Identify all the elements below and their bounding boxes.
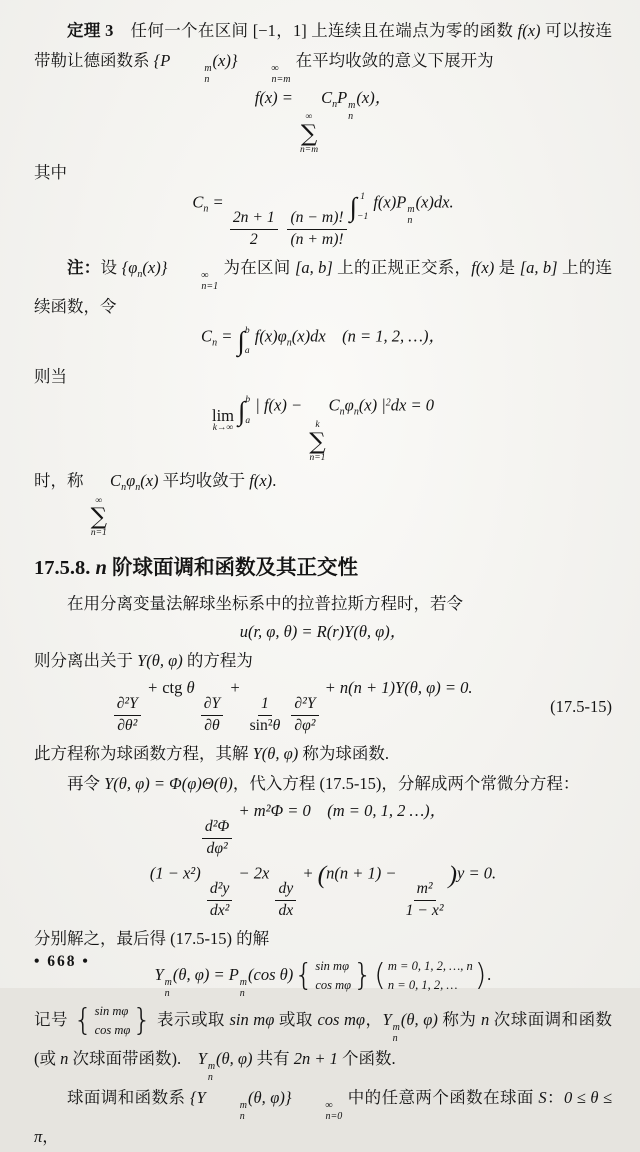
- math-run: [a, b]: [519, 257, 558, 277]
- braced-choice: [294, 957, 372, 996]
- denominator: [201, 716, 222, 736]
- sum-lower-limit: n=1: [309, 452, 326, 463]
- math-run: (x)}: [212, 50, 238, 70]
- text-run: 此方程称为球函数方程，其解: [34, 743, 253, 763]
- sphere-function-name-paragraph: [34, 739, 612, 769]
- denominator: [275, 901, 296, 921]
- text-run: 表示或取: [152, 1009, 230, 1029]
- orthogonality-paragraph: [34, 1083, 612, 1152]
- text-run: 的方程为: [182, 650, 253, 670]
- numerator: [201, 694, 223, 715]
- math-run: d²Φ: [204, 818, 230, 836]
- choice-row: n = 0, 1, 2, …: [387, 978, 458, 993]
- math-run: + n(n + 1)Y(θ, φ) = 0.: [320, 678, 473, 698]
- subscript: n: [239, 1110, 245, 1122]
- choice-rows: [386, 957, 475, 996]
- subscript: n: [207, 1071, 213, 1083]
- limit-word: lim: [211, 405, 234, 425]
- math-run: +: [142, 678, 163, 698]
- open-fence: {: [294, 958, 314, 994]
- close-fence: ): [474, 958, 487, 994]
- superscript: 2: [385, 397, 391, 409]
- text-run: 个函数.: [337, 1048, 396, 1068]
- sub-sup-stack: [207, 1100, 247, 1122]
- section-heading-17-5-8: [34, 555, 612, 582]
- text-run: 时，称: [34, 471, 88, 491]
- numerator: [414, 879, 436, 900]
- text-run: 可以按连带勒让德函数系: [34, 21, 613, 70]
- math-run: u(r, φ, θ) = R(r)Y(θ, φ)，: [239, 622, 407, 642]
- sub-sup-stack: [171, 63, 211, 85]
- sub-sup-stack: [208, 1061, 215, 1083]
- superscript: m: [239, 976, 248, 988]
- then-label: [34, 362, 612, 392]
- denominator: [114, 716, 140, 736]
- math-run: n: [60, 1048, 69, 1068]
- sub-sup-stack: [407, 204, 414, 226]
- math-run: dx: [278, 901, 294, 919]
- numerator: [291, 694, 318, 715]
- text-run: 则分离出关于: [34, 650, 138, 670]
- math-run: n: [480, 1009, 490, 1029]
- text-run: 称为球函数.: [298, 743, 390, 763]
- math-run: C: [321, 87, 333, 107]
- bold-run: 阶球面调和函数及其正交性: [112, 556, 359, 579]
- math-run: 1 − x²: [405, 901, 444, 919]
- integral: [238, 394, 250, 428]
- math-run: cos mφ: [317, 1009, 366, 1029]
- sub-sup-stack: [238, 63, 290, 85]
- math-run: Y: [154, 964, 164, 984]
- equation-17-5-15-row: [34, 678, 612, 736]
- subscript: n=m: [271, 73, 291, 85]
- summation: [309, 421, 325, 463]
- formula-series-expansion: [34, 88, 612, 156]
- open-fence: {: [73, 1003, 93, 1039]
- integral-lower-limit: a: [245, 415, 251, 426]
- close-fence: }: [353, 958, 373, 994]
- math-run: =: [217, 326, 237, 346]
- laplace-intro-paragraph: [34, 589, 612, 619]
- formula-phi-ode: [34, 801, 612, 859]
- denominator: [247, 230, 261, 250]
- numerator: [275, 879, 296, 900]
- math-run: dφ²: [206, 839, 228, 857]
- sub-sup-stack: [165, 977, 172, 999]
- math-run: n(n + 1) −: [326, 863, 401, 883]
- math-run: f(x)P: [369, 192, 407, 212]
- text-run: ，: [365, 1009, 383, 1029]
- sub-sup-stack: [348, 100, 355, 122]
- choice-row: cos mφ: [94, 1023, 131, 1038]
- bold-run: 定理 3: [67, 21, 114, 40]
- math-run: (cos θ): [248, 964, 294, 984]
- math-run: f(x): [517, 21, 541, 40]
- denominator: [247, 716, 284, 736]
- denominator: [207, 901, 232, 921]
- text-run: 设: [100, 257, 122, 277]
- math-run: f(x) =: [254, 87, 298, 107]
- math-run: (n + m)!: [290, 230, 344, 248]
- math-run: (x)，: [356, 87, 392, 107]
- fraction: [403, 879, 447, 921]
- fraction: [202, 817, 232, 859]
- subscript: n: [339, 406, 345, 418]
- math-run: Y(θ, φ): [137, 650, 183, 670]
- summation-symbol: ∑: [309, 428, 326, 455]
- subscript: n: [348, 110, 354, 122]
- text-run: 则当: [34, 366, 67, 386]
- math-run: ∂θ: [204, 716, 220, 734]
- fraction: [275, 879, 296, 921]
- integral-limits: [245, 394, 250, 428]
- math-run: (x)dx.: [415, 192, 454, 212]
- page-number: • 668 •: [34, 953, 90, 971]
- integral-symbol: ∫: [349, 192, 358, 223]
- summation-symbol: ∑: [90, 504, 108, 531]
- bold-run: 注：: [67, 257, 101, 277]
- formula-coefficient-cn: [34, 191, 612, 250]
- math-run: {Y: [189, 1087, 206, 1107]
- notation-paragraph: [34, 1002, 612, 1083]
- summation-symbol: ∑: [300, 120, 318, 147]
- parenthesized-conditions: [374, 957, 486, 996]
- math-run: dy: [278, 880, 294, 898]
- math-run: .: [487, 964, 492, 984]
- subscript: n: [392, 1032, 398, 1044]
- math-run: (x)}: [142, 257, 168, 277]
- math-run: C: [328, 395, 340, 415]
- math-run: (n − m)!: [290, 209, 344, 227]
- text-run: 称为: [437, 1009, 481, 1029]
- where-label: [34, 158, 612, 188]
- integral: [237, 325, 249, 359]
- equation-number: (17.5-15): [550, 696, 612, 716]
- subscript: n: [164, 987, 170, 999]
- math-run: dx²: [209, 901, 230, 919]
- note-paragraph: [34, 253, 612, 322]
- math-run: f(x)φ: [250, 326, 287, 346]
- math-run: C: [201, 326, 213, 346]
- big-delimiter: (: [317, 859, 327, 889]
- sum-lower-limit: n=m: [300, 144, 319, 155]
- math-run: 0 ≤ θ ≤ π: [34, 1087, 613, 1146]
- text-run: ，: [42, 1126, 59, 1146]
- text-run: 分别解之，最后得 (17.5-15) 的解: [34, 928, 270, 948]
- math-run: + m²Φ = 0 (m = 0, 1, 2 …)，: [234, 801, 447, 821]
- formula-u-substitution: [34, 622, 612, 643]
- numerator: [207, 879, 232, 900]
- integral-upper-limit: 1: [360, 191, 365, 202]
- sum-upper-limit: ∞: [95, 495, 103, 506]
- fraction: [207, 879, 232, 921]
- superscript: m: [207, 1060, 216, 1072]
- denominator: [291, 716, 318, 736]
- solve-paragraph: [34, 924, 612, 954]
- choice-row: sin mφ: [315, 958, 349, 973]
- math-run: Y: [197, 1048, 207, 1068]
- superscript: m: [392, 1021, 400, 1033]
- math-run: (θ, φ)}: [247, 1087, 292, 1107]
- math-run: f(x): [471, 257, 495, 277]
- text-run: 任何一个在区间 [−1，1] 上连续且在端点为零的函数: [113, 21, 518, 40]
- subscript: n: [332, 98, 338, 110]
- open-fence: (: [374, 958, 386, 994]
- math-run: ∂φ²: [294, 716, 316, 734]
- text-run: .: [272, 471, 277, 491]
- text-run: 在平均收敛的意义下展开为: [291, 50, 494, 70]
- summation: [91, 497, 107, 539]
- math-run: θ: [186, 678, 199, 698]
- fraction: [287, 208, 346, 250]
- superscript: m: [348, 99, 356, 111]
- subscript: n: [203, 203, 209, 215]
- subscript: n: [239, 987, 245, 999]
- spherical-harmonic-equation: [34, 678, 550, 736]
- math-run: 2n + 1: [232, 209, 275, 227]
- math-run: d²y: [209, 880, 230, 898]
- math-run: {P: [153, 50, 171, 70]
- formula-spherical-harmonics: [34, 957, 612, 999]
- formula-associated-legendre-ode: [34, 859, 612, 921]
- math-run: +: [225, 678, 245, 698]
- integral-limits: [357, 191, 368, 225]
- limit-subscript: k→∞: [212, 422, 234, 433]
- math-run: | f(x) −: [251, 395, 307, 415]
- numerator: [258, 694, 272, 715]
- integral-symbol: ∫: [237, 326, 245, 357]
- text-run: 平均收敛于: [158, 471, 250, 491]
- sub-sup-stack: [168, 270, 218, 292]
- fraction: [247, 694, 284, 736]
- integral-lower-limit: a: [244, 346, 250, 357]
- close-fence: }: [132, 1003, 152, 1039]
- choice-rows: [313, 957, 353, 996]
- superscript: ∞: [325, 1099, 333, 1111]
- bold-run: 17.5.8.: [34, 556, 96, 579]
- math-run: (θ, φ): [216, 1048, 253, 1068]
- math-run: n: [95, 556, 113, 579]
- text-run: 球面调和函数系: [67, 1087, 190, 1107]
- text-run: 在用分离变量法解球坐标系中的拉普拉斯方程时，若令: [67, 594, 463, 614]
- math-run: (1 − x²): [149, 863, 205, 883]
- integral-limits: [245, 325, 250, 359]
- text-run: 再令: [67, 773, 105, 793]
- sum-upper-limit: ∞: [305, 112, 313, 123]
- fraction: [114, 694, 141, 736]
- superscript: m: [164, 976, 172, 988]
- choice-rows: [93, 1002, 133, 1041]
- math-run: 1: [261, 695, 269, 713]
- numerator: [202, 817, 232, 838]
- math-run: − 2x: [234, 863, 274, 883]
- text-run: 上的正规正交系，: [332, 257, 472, 277]
- math-run: m²: [416, 880, 433, 898]
- big-delimiter: ): [448, 859, 458, 889]
- math-run: Y(θ, φ): [252, 743, 299, 763]
- superscript: ∞: [201, 269, 209, 281]
- text-run: 为在区间: [219, 257, 295, 277]
- integral-upper-limit: b: [244, 325, 250, 336]
- math-run: (x): [140, 471, 159, 491]
- text-run: 共有: [252, 1048, 294, 1068]
- math-run: =: [208, 192, 228, 212]
- sub-sup-stack: [292, 1100, 342, 1122]
- superscript: m: [204, 62, 212, 74]
- math-run: (θ, φ): [400, 1009, 438, 1029]
- fraction: [230, 208, 278, 250]
- formula-mean-convergence-limit: [34, 394, 612, 463]
- limit-operator: [212, 407, 234, 434]
- summation: [300, 113, 318, 155]
- math-run: (θ, φ) = P: [172, 964, 239, 984]
- math-run: [a, b]: [294, 257, 333, 277]
- denominator: [403, 901, 447, 921]
- subscript: n: [121, 482, 127, 494]
- mean-convergence-paragraph: [34, 466, 612, 539]
- integral: [350, 191, 369, 225]
- text-run: 其中: [34, 163, 67, 183]
- math-run: dx = 0: [390, 395, 435, 415]
- math-run: φ: [344, 395, 354, 415]
- superscript: m: [407, 204, 415, 216]
- math-run: Y(θ, φ) = Φ(φ)Θ(θ): [104, 773, 233, 793]
- subscript: n: [407, 215, 413, 227]
- subscript: n=0: [325, 1110, 343, 1122]
- text-run: 次球面调和函数(或: [34, 1009, 613, 1068]
- math-run: θ: [272, 716, 281, 734]
- separated-equation-intro: [34, 646, 612, 676]
- math-run: 2: [249, 230, 258, 248]
- superscript: ∞: [271, 62, 279, 74]
- theorem-3-paragraph: [34, 16, 612, 85]
- math-run: sin mφ: [229, 1009, 275, 1029]
- math-run: (x) |: [358, 395, 386, 415]
- subscript: n: [353, 406, 359, 418]
- text-run: 上的连续函数，令: [34, 257, 613, 316]
- text-run: 或取: [274, 1009, 318, 1029]
- text-run: sin²: [249, 716, 273, 734]
- math-run: ∂²Y: [116, 695, 138, 713]
- subscript: n=1: [201, 280, 219, 292]
- numerator: [287, 208, 346, 229]
- math-run: Y: [382, 1009, 392, 1029]
- choice-row: sin mφ: [94, 1003, 129, 1018]
- math-run: (x)dx (n = 1, 2, …)，: [291, 326, 445, 346]
- text-run: 中的任意两个函数在球面: [343, 1087, 539, 1107]
- subscript: n: [212, 337, 218, 349]
- denominator: [287, 230, 346, 250]
- integral-upper-limit: b: [245, 395, 251, 406]
- math-run: ∂θ²: [117, 716, 138, 734]
- subscript: n: [135, 482, 141, 494]
- sub-sup-stack: [240, 977, 247, 999]
- integral-lower-limit: −1: [357, 212, 369, 223]
- choice-row: cos mφ: [315, 978, 352, 993]
- choice-row: m = 0, 1, 2, …, n: [387, 958, 473, 973]
- fraction: [201, 694, 223, 736]
- math-run: ∂Y: [203, 695, 221, 713]
- sum-lower-limit: n=1: [90, 528, 107, 539]
- fraction: [291, 694, 318, 736]
- subscript: n: [286, 337, 292, 349]
- math-run: S: [538, 1087, 547, 1107]
- text-run: ，代入方程 (17.5-15)，分解成两个常微分方程：: [232, 773, 580, 793]
- math-run: C: [110, 471, 122, 491]
- formula-cn-integral: [34, 325, 612, 359]
- math-run: φ: [126, 471, 136, 491]
- numerator: [114, 694, 141, 715]
- math-run: f(x): [249, 471, 273, 491]
- sub-sup-stack: [393, 1022, 400, 1044]
- denominator: [204, 839, 231, 859]
- text-run: ：: [546, 1087, 564, 1107]
- math-run: {φ: [121, 257, 138, 277]
- math-run: 2n + 1: [293, 1048, 338, 1068]
- braced-choice: [74, 1002, 152, 1041]
- text-run: ctg: [162, 678, 187, 698]
- math-run: ∂²Y: [294, 695, 316, 713]
- math-run: C: [192, 192, 204, 212]
- numerator: [230, 208, 278, 229]
- text-run: 是: [494, 257, 520, 277]
- sum-upper-limit: k: [315, 420, 320, 431]
- math-run: +: [298, 863, 318, 883]
- substitution-paragraph: [34, 769, 612, 799]
- math-run: P: [337, 87, 348, 107]
- text-run: 次球面带函数).: [68, 1048, 198, 1068]
- integral-symbol: ∫: [238, 395, 246, 426]
- superscript: m: [239, 1099, 247, 1111]
- subscript: n: [137, 268, 143, 280]
- text-run: 记号: [34, 1009, 73, 1029]
- math-run: y = 0.: [457, 863, 497, 883]
- subscript: n: [204, 73, 210, 85]
